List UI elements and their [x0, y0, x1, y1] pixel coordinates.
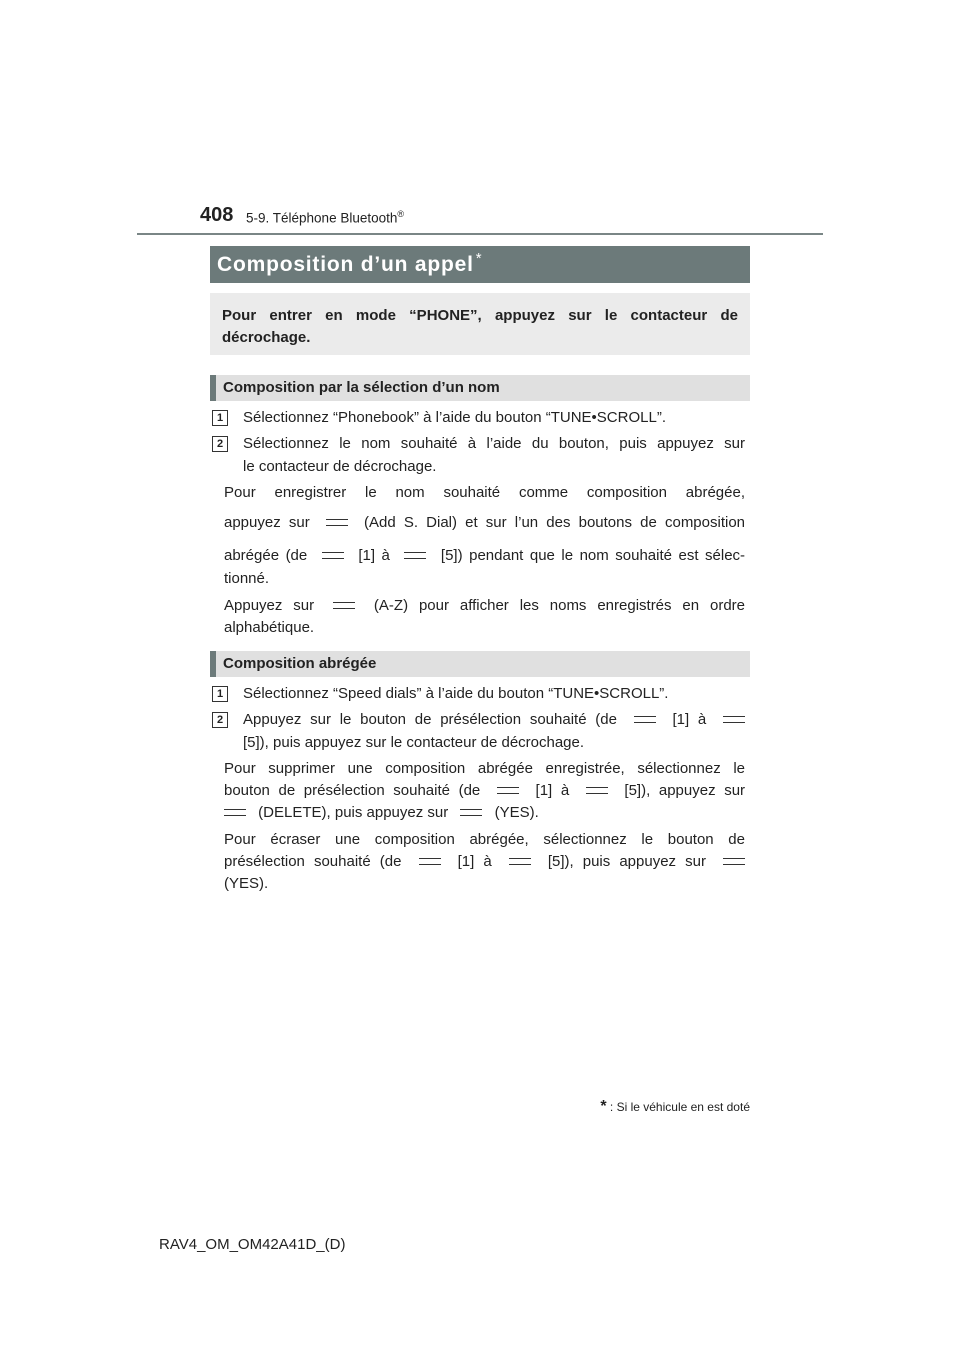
button-symbol-icon [322, 552, 344, 559]
note-text: abrégée (de [1] à [5]) pendant que le nom souhaité est sélec- [224, 547, 746, 564]
section-title: 5-9. Téléphone Bluetooth® [246, 209, 405, 226]
header-rule [137, 233, 823, 235]
step-text: Sélectionnez “Phonebook” à l’aide du bouton “TUNE•SCROLL”. [243, 409, 666, 426]
button-symbol-icon [419, 858, 441, 865]
button-symbol-icon [497, 787, 519, 794]
subheading-speed-dial: Composition abrégée [210, 651, 750, 677]
step-number: 2 [212, 712, 228, 728]
note-text: (DELETE), puis appuyez sur (YES). [224, 801, 539, 824]
button-symbol-icon [723, 716, 745, 723]
button-symbol-icon [723, 858, 745, 865]
button-symbol-icon [224, 809, 246, 816]
footnote-asterisk: * [600, 1098, 607, 1115]
button-symbol-icon [333, 602, 355, 609]
button-symbol-icon [586, 787, 608, 794]
note-text: (YES). [224, 875, 269, 892]
subheading-name-dial: Composition par la sélection d’un nom [210, 375, 750, 401]
step-text: le contacteur de décrochage. [243, 458, 437, 475]
button-symbol-icon [460, 809, 482, 816]
step-text: Sélectionnez le nom souhaité à l’aide du bouton, puis appuyez sur [243, 435, 745, 452]
note-text: présélection souhaité (de [1] à [5]), puis appuyez sur [224, 850, 745, 873]
note-text: bouton de présélection souhaité (de [1] à [5]), appuyez sur [224, 782, 746, 799]
step-number: 2 [212, 436, 228, 452]
note-text: alphabétique. [224, 619, 315, 636]
note-text: Appuyez sur (A-Z) pour afficher les noms enregistrés en ordre [224, 597, 746, 614]
note-text: appuyez sur (Add S. Dial) et sur l’un des boutons de composition [224, 514, 746, 531]
page-title: Composition d’un appel * [210, 246, 750, 283]
registered-mark: ® [397, 209, 405, 219]
step-number: 1 [212, 410, 228, 426]
button-symbol-icon [634, 716, 656, 723]
step-text: Sélectionnez “Speed dials” à l’aide du bouton “TUNE•SCROLL”. [243, 685, 669, 702]
intro-box: Pour entrer en mode “PHONE”, appuyez sur le contacteur de décrochage. [210, 293, 750, 355]
step-number: 1 [212, 686, 228, 702]
footnote: * : Si le véhicule en est doté [600, 1098, 750, 1115]
note-text: Pour supprimer une composition abrégée enregistrée, sélectionnez le [224, 760, 745, 777]
step-text: Appuyez sur le bouton de présélection souhaité (de [1] à [243, 708, 745, 731]
button-symbol-icon [509, 858, 531, 865]
note-text: tionné. [224, 570, 270, 587]
document-code: RAV4_OM_OM42A41D_(D) [159, 1236, 346, 1253]
title-asterisk: * [475, 250, 483, 267]
note-text: Pour enregistrer le nom souhaité comme composition abrégée, [224, 484, 745, 501]
step-text: [5]), puis appuyez sur le contacteur de décrochage. [243, 734, 585, 751]
button-symbol-icon [326, 519, 348, 526]
page-number: 408 [200, 204, 234, 226]
button-symbol-icon [404, 552, 426, 559]
note-text: Pour écraser une composition abrégée, sélectionnez le bouton de [224, 831, 745, 848]
